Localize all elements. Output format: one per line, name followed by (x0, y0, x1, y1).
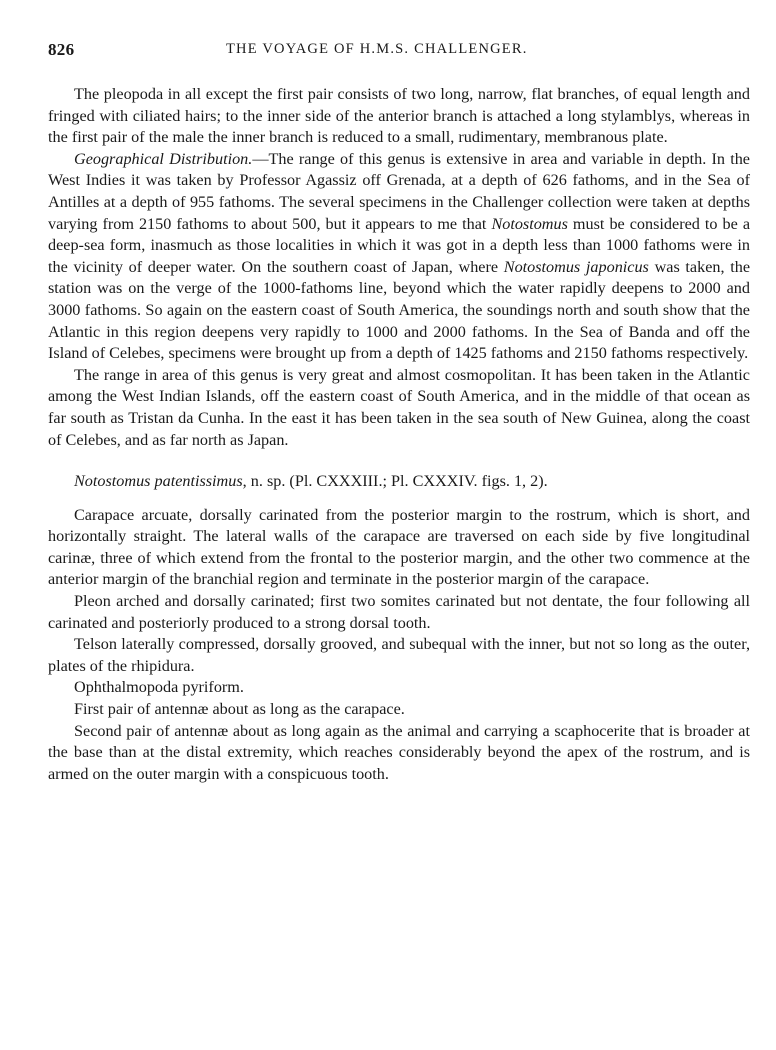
body-text (48, 84, 750, 785)
genus-name: Notostomus (491, 214, 568, 233)
running-title: THE VOYAGE OF H.M.S. CHALLENGER. (226, 41, 528, 57)
paragraph-pleopoda: The pleopoda in all except the first pair consists of two long, narrow, flat branches, of equal length and fringed with ciliated hairs; to the inner side of the anterior branch is attached a long stylamblys, whereas in the first pair of the male the inner branch is reduced to a small, rudimentary, membranous plate. (48, 85, 750, 147)
species-heading-name: Notostomus patentissimus (74, 472, 243, 491)
species-heading-plates: , n. sp. (Pl. CXXXIII.; Pl. CXXXIV. figs. 1, 2). (242, 472, 548, 491)
running-header (48, 40, 750, 64)
species-heading (74, 471, 750, 493)
description-second-antennae: Second pair of antennæ about as long again as the animal and carrying a scaphocerite that is broader at the base than at the distal extremity, which reaches considerably beyond the apex of the rostrum, and is armed on the outer margin with a conspicuous tooth. (48, 721, 750, 783)
page-number: 826 (48, 40, 75, 59)
description-telson: Telson laterally compressed, dorsally grooved, and subequal with the inner, but not so long as the outer, plates of the rhipidura. (48, 635, 750, 675)
paragraph-geographical-distribution: Geographical Distribution.—The range of this genus is extensive in area and variable in depth. In the West Indies it was taken by Professor Agassiz off Grenada, at a depth of 626 fathoms, and in the Sea of Antilles at a depth of 955 fathoms. The several specimens in the Challenger collection were taken at depths varying from 2150 fathoms to about 500, but it appears to me that Notostomus must be considered to be a deep-sea form, inasmuch as those localities in which it was got in a depth less than 1000 fathoms were in the vicinity of deeper water. On the southern coast of Japan, where Notostomus japonicus was taken, the station was on the verge of the 1000-fathoms line, beyond which the water rapidly deepens to 2000 and 3000 fathoms. So again on the eastern coast of South America, the soundings north and south show that the Atlantic in this region deepens very rapidly to 1000 and 2000 fathoms. In the Sea of Banda and off the Island of Celebes, specimens were brought up from a depth of 1425 fathoms and 2150 fathoms respectively. (48, 149, 751, 363)
description-first-antennae: First pair of antennæ about as long as the carapace. (74, 700, 405, 719)
description-carapace: Carapace arcuate, dorsally carinated from the posterior margin to the rostrum, which is short, and horizontally straight. The lateral walls of the carapace are traversed on each side by five longitudinal carinæ, three of which extend from the frontal to the posterior margin, and the other two commence at the anterior margin of the branchial region and terminate in the posterior margin of the carapace. (48, 505, 750, 589)
species-name: Notostomus japonicus (503, 257, 649, 276)
section-lead-italic: Geographical Distribution. (74, 149, 253, 168)
description-ophthalmopoda: Ophthalmopoda pyriform. (74, 678, 244, 697)
document-page (48, 40, 750, 785)
paragraph-range: The range in area of this genus is very great and almost cosmopolitan. It has been taken in the Atlantic among the West Indian Islands, off the eastern coast of South America, and in the middle of that ocean as far south as Tristan da Cunha. In the east it has been taken in the sea south of New Guinea, along the coast of Celebes, and as far north as Japan. (48, 365, 750, 449)
description-pleon: Pleon arched and dorsally carinated; first two somites carinated but not dentate, the four following all carinated and posteriorly produced to a strong dorsal tooth. (48, 592, 750, 632)
